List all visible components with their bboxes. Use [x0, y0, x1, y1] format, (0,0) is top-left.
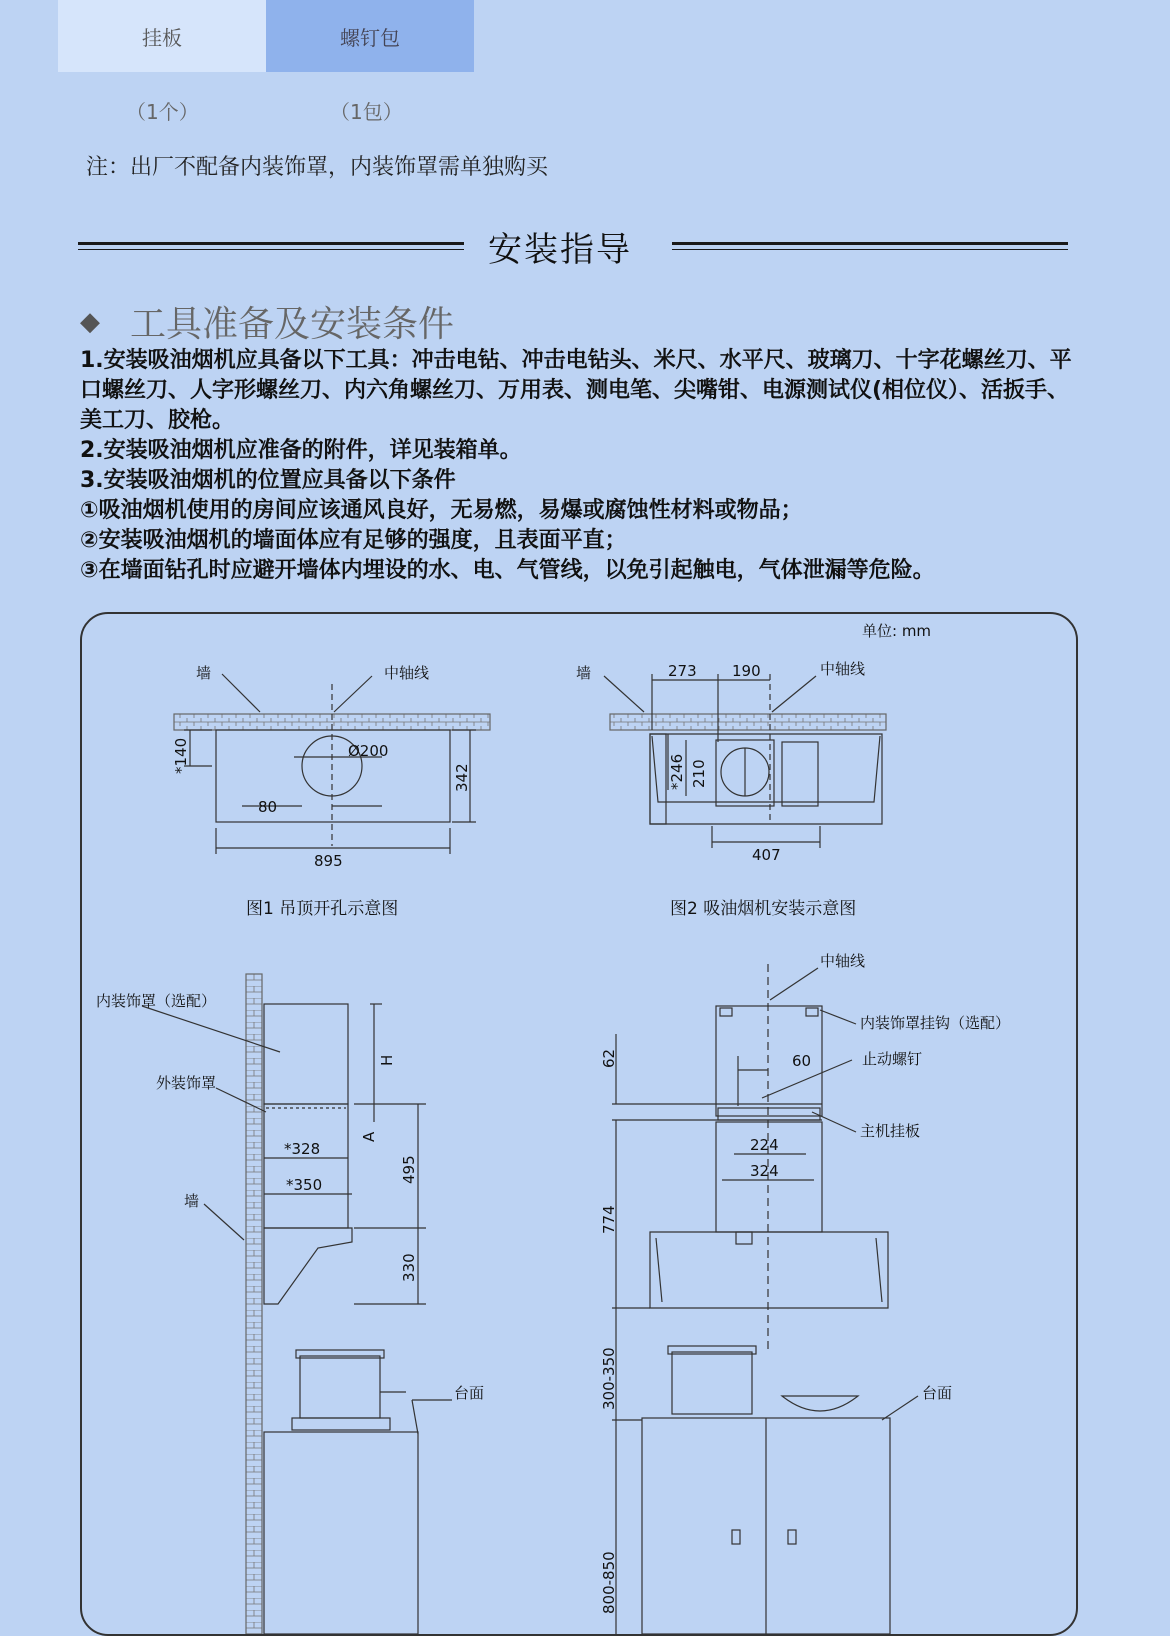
fig4-dim-324: 324: [750, 1162, 779, 1180]
paragraph: 1.安装吸油烟机应具备以下工具：冲击电钻、冲击电钻头、米尺、水平尺、玻璃刀、十字花螺丝刀、平口螺丝刀、人字形螺丝刀、内六角螺丝刀、万用表、测电笔、尖嘴钳、电源测试仪(相位仪）、活扳手、美工刀、胶枪。: [80, 348, 1072, 433]
instructions: [80, 346, 1090, 586]
figure-3: [142, 974, 452, 1634]
qty-hanging-plate: （1个）: [126, 100, 199, 124]
fig3-outer-cover-label: 外装饰罩: [156, 1074, 217, 1092]
paragraph: ①吸油烟机使用的房间应该通风良好，无易燃，易爆或腐蚀性材料或物品；: [80, 498, 803, 523]
fig4-dim-62: 62: [600, 1048, 618, 1068]
title-rule-left: [78, 242, 464, 250]
tab-screw-pack: 螺钉包: [266, 0, 474, 72]
subheading-text: 工具准备及安装条件: [130, 304, 455, 345]
fig2-dim-246: *246: [668, 753, 686, 790]
purchase-note: 注：出厂不配备内装饰罩，内装饰罩需单独购买: [86, 155, 549, 180]
qty-screw-pack: （1包）: [330, 100, 403, 124]
fig4-dim-224: 224: [750, 1136, 779, 1154]
fig1-wall-label: 墙: [196, 664, 212, 682]
fig2-dim-210: 210: [690, 759, 708, 788]
fig3-dim-328: *328: [284, 1140, 321, 1158]
fig4-counter-label: 台面: [922, 1384, 953, 1402]
figure-1: [174, 674, 490, 854]
fig4-plate-label: 主机挂板: [860, 1122, 921, 1140]
fig1-dim-140: *140: [172, 737, 190, 774]
accessory-tabs: [58, 0, 474, 72]
paragraph: ②安装吸油烟机的墙面体应有足够的强度，且表面平直；: [80, 528, 627, 553]
fig2-caption: 图2 吸油烟机安装示意图: [670, 899, 857, 919]
fig2-dim-407: 407: [752, 846, 781, 864]
fig2-dim-273: 273: [668, 662, 697, 680]
fig3-wall-label: 墙: [184, 1192, 200, 1210]
fig4-screw-label: 止动螺钉: [862, 1050, 923, 1068]
fig3-dim-495: 495: [400, 1155, 418, 1184]
figure-2: [604, 674, 886, 848]
fig4-dim-60: 60: [792, 1052, 812, 1070]
fig2-dim-190: 190: [732, 662, 761, 680]
installation-diagram: [80, 612, 1078, 1636]
section-title: [0, 222, 1170, 272]
fig2-axis-label: 中轴线: [820, 660, 866, 678]
tab-hanging-plate: 挂板: [58, 0, 266, 72]
fig3-dim-A: A: [360, 1131, 378, 1142]
fig4-dim-300-350: 300-350: [600, 1347, 618, 1410]
fig1-dim-200: Ø200: [348, 742, 389, 760]
fig4-axis-label: 中轴线: [820, 952, 866, 970]
fig3-dim-330: 330: [400, 1253, 418, 1282]
fig1-axis-label: 中轴线: [384, 664, 430, 682]
fig4-dim-800-850: 800-850: [600, 1551, 618, 1614]
fig1-dim-80: 80: [258, 798, 278, 816]
title-rule-right: [672, 242, 1068, 250]
fig4-hook-label: 内装饰罩挂钩（选配）: [860, 1014, 1011, 1032]
diagram-svg: [82, 614, 1076, 1634]
fig1-dim-342: 342: [453, 763, 471, 792]
fig3-inner-cover-label: 内装饰罩（选配）: [96, 992, 217, 1010]
subheading: [80, 296, 454, 347]
fig3-dim-H: H: [378, 1054, 396, 1066]
section-title-text: 安装指导: [488, 230, 632, 270]
fig3-counter-label: 台面: [454, 1384, 485, 1402]
diamond-icon: ◆: [80, 306, 100, 337]
paragraph: 3.安装吸油烟机的位置应具备以下条件: [80, 468, 456, 493]
fig3-dim-350: *350: [286, 1176, 323, 1194]
paragraph: ③在墙面钻孔时应避开墙体内埋设的水、电、气管线，以免引起触电，气体泄漏等危险。: [80, 558, 935, 583]
fig2-wall-label: 墙: [576, 664, 592, 682]
unit-label: 单位: mm: [862, 622, 932, 640]
fig4-dim-774: 774: [600, 1205, 618, 1234]
fig1-dim-895: 895: [314, 852, 343, 870]
paragraph: 2.安装吸油烟机应准备的附件，详见装箱单。: [80, 438, 522, 463]
fig1-caption: 图1 吊顶开孔示意图: [246, 899, 399, 919]
